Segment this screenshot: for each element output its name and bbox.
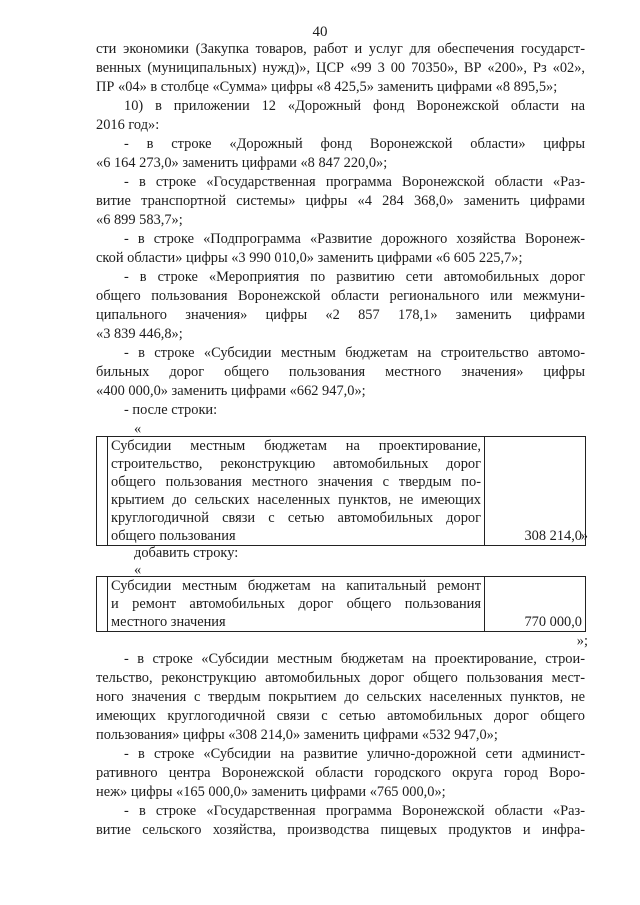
text-line: «3 839 446,8»; bbox=[96, 326, 183, 343]
text-line: тельство, реконструкцию автомобильных дорог общего пользования мест- bbox=[96, 670, 585, 687]
cell-text-line: строительство, реконструкцию автомобильных дорог bbox=[111, 456, 481, 472]
paragraph-6 bbox=[96, 268, 585, 344]
text-line: ПР «04» в столбце «Сумма» цифры «8 425,5» заменить цифрами «8 895,5»; bbox=[96, 79, 558, 96]
paragraph-5 bbox=[96, 230, 585, 268]
table-cell-description bbox=[108, 577, 485, 632]
text-line: общего пользования Воронежской области регионального или межмуни- bbox=[96, 288, 585, 305]
text-line: «400 000,0» заменить цифрами «662 947,0»; bbox=[96, 383, 366, 400]
cell-text-line: и ремонт автомобильных дорог общего пользования bbox=[111, 596, 481, 612]
add-row-label: добавить строку: bbox=[134, 545, 239, 561]
quote-open: « bbox=[134, 562, 142, 578]
paragraph-9 bbox=[96, 745, 585, 802]
text-line: 10) в приложении 12 «Дорожный фонд Воронежской области на bbox=[124, 98, 585, 114]
cell-text-line: местного значения bbox=[111, 614, 226, 630]
table-cell-amount: 308 214,0 bbox=[485, 437, 586, 546]
text-line: - в строке «Субсидии на развитие улично-дорожной сети админист- bbox=[124, 746, 585, 762]
text-line: ративного центра Воронежской области городского округа город Воро- bbox=[96, 765, 585, 782]
text-line: ципального значения» цифры «2 857 178,1» заменить цифрами bbox=[96, 307, 585, 324]
paragraph-2 bbox=[96, 97, 585, 135]
text-line: венных (муниципальных) нужд)», ЦСР «99 3 00 70350», ВР «200», Рз «02», bbox=[96, 60, 585, 77]
text-line: - в строке «Мероприятия по развитию сети автомобильных дорог bbox=[124, 269, 585, 285]
text-line: пользования» цифры «308 214,0» заменить цифрами «532 947,0»; bbox=[96, 727, 498, 744]
table-row bbox=[97, 577, 586, 632]
table-cell-blank bbox=[97, 437, 108, 546]
text-line: витие транспортной системы» цифры «4 284 368,0» заменить цифрами bbox=[96, 193, 585, 210]
cell-text-line: крытием до сельских населенных пунктов, не имеющих bbox=[111, 492, 481, 508]
cell-text-line: общего пользования местного значения с твердым по- bbox=[111, 474, 481, 490]
paragraph-3 bbox=[96, 135, 585, 173]
text-line: «6 899 583,7»; bbox=[96, 212, 183, 229]
text-line: неж» цифры «165 000,0» заменить цифрами «765 000,0»; bbox=[96, 784, 446, 801]
text-line: - в строке «Дорожный фонд Воронежской области» цифры bbox=[124, 136, 585, 152]
paragraph-8 bbox=[96, 650, 585, 745]
after-row-label: - после строки: bbox=[124, 402, 218, 418]
cell-text-line: Субсидии местным бюджетам на проектирование, bbox=[111, 438, 481, 454]
after-row-label-block bbox=[96, 401, 585, 420]
text-line: витие сельского хозяйства, производства пищевых продуктов и инфра- bbox=[96, 822, 585, 839]
page-number: 40 bbox=[312, 24, 328, 40]
text-line: имеющих круглогодичной связи с сетью автомобильных дорог общего bbox=[96, 708, 585, 725]
table-cell-blank bbox=[97, 577, 108, 632]
table-row bbox=[97, 437, 586, 546]
text-line: - в строке «Государственная программа Воронежской области «Раз- bbox=[124, 174, 585, 190]
text-line: «6 164 273,0» заменить цифрами «8 847 220,0»; bbox=[96, 155, 388, 172]
text-line: бильных дорог общего пользования местного значения» цифры bbox=[96, 364, 585, 381]
quote-close: »; bbox=[576, 633, 588, 649]
table-cell-description bbox=[108, 437, 485, 546]
text-line: 2016 год»: bbox=[96, 117, 160, 134]
added-row-table bbox=[96, 576, 586, 632]
table-cell-amount: 770 000,0 bbox=[485, 577, 586, 632]
text-line: - в строке «Государственная программа Воронежской области «Раз- bbox=[124, 803, 585, 819]
quote-open: « bbox=[134, 421, 142, 437]
cell-text-line: круглогодичной связи с сетью автомобильных дорог bbox=[111, 510, 481, 526]
paragraph-1 bbox=[96, 40, 585, 97]
text-line: - в строке «Подпрограмма «Развитие дорожного хозяйства Воронеж- bbox=[124, 231, 585, 247]
quote-close: » bbox=[580, 528, 588, 544]
cell-text-line: общего пользования bbox=[111, 528, 236, 544]
paragraph-10 bbox=[96, 802, 585, 840]
inserted-row-table bbox=[96, 436, 586, 546]
paragraph-7 bbox=[96, 344, 585, 401]
text-line: ного значения с твердым покрытием до сельских населенных пунктов, не bbox=[96, 689, 585, 706]
text-line: сти экономики (Закупка товаров, работ и услуг для обеспечения государст- bbox=[96, 41, 585, 57]
paragraph-4 bbox=[96, 173, 585, 230]
text-line: - в строке «Субсидии местным бюджетам на строительство автомо- bbox=[124, 345, 585, 361]
cell-text-line: Субсидии местным бюджетам на капитальный ремонт bbox=[111, 578, 481, 594]
text-line: - в строке «Субсидии местным бюджетам на проектирование, строи- bbox=[124, 651, 585, 667]
text-line: ской области» цифры «3 990 010,0» заменить цифрами «6 605 225,7»; bbox=[96, 250, 523, 267]
